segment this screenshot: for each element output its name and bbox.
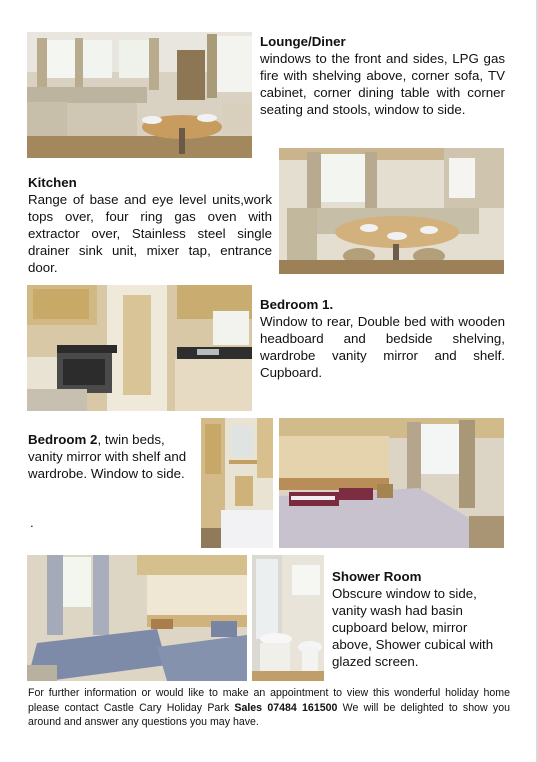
contact-footer bbox=[28, 686, 510, 730]
bedroom1-description: Window to rear, Double bed with wooden headboard and bedside shelving, wardrobe vanity mirror and shelf. Cupboard. bbox=[260, 314, 505, 380]
bedroom2-photo bbox=[27, 555, 247, 681]
footer-text-after: We will be delighted to show you around and answer any questions you may have. bbox=[28, 701, 510, 729]
bedroom1-photo bbox=[279, 418, 504, 548]
stray-dot: . bbox=[30, 515, 34, 530]
footer-text-before: For further information or would like to make an appointment to view this wonderful holiday home please contact Castle Cary Holiday Park bbox=[28, 687, 510, 714]
lounge-photo bbox=[27, 32, 252, 158]
bedroom1-title: Bedroom 1. bbox=[260, 297, 334, 312]
bedroom1-text bbox=[260, 296, 505, 381]
kitchen-description: Range of base and eye level units,work tops over, four ring gas oven with extractor over, Stainless steel single drainer sink unit, mixer tap, entrance door. bbox=[28, 192, 272, 275]
lounge-description: windows to the front and sides, LPG gas fire with shelving above, corner sofa, TV cabinet, corner dining table with corner seating and stools, window to side. bbox=[260, 51, 505, 117]
dining-photo bbox=[279, 148, 504, 274]
kitchen-text bbox=[28, 174, 272, 276]
shower-description: Obscure window to side, vanity wash had basin cupboard below, mirror above, Shower cubical with glazed screen. bbox=[332, 586, 494, 669]
shower-title: Shower Room bbox=[332, 569, 422, 584]
sales-phone: Sales 07484 161500 bbox=[234, 701, 338, 714]
bedroom2-text bbox=[28, 431, 194, 482]
lounge-text bbox=[260, 33, 505, 118]
kitchen-title: Kitchen bbox=[28, 175, 77, 190]
shower-text bbox=[332, 568, 508, 670]
vanity-photo bbox=[201, 418, 273, 548]
lounge-title: Lounge/Diner bbox=[260, 34, 346, 49]
bedroom2-title: Bedroom 2 bbox=[28, 432, 98, 447]
shower-photo bbox=[252, 555, 324, 681]
bedroom2-description: , twin beds, vanity mirror with shelf and wardrobe. Window to side. bbox=[28, 432, 187, 481]
kitchen-photo bbox=[27, 285, 252, 411]
